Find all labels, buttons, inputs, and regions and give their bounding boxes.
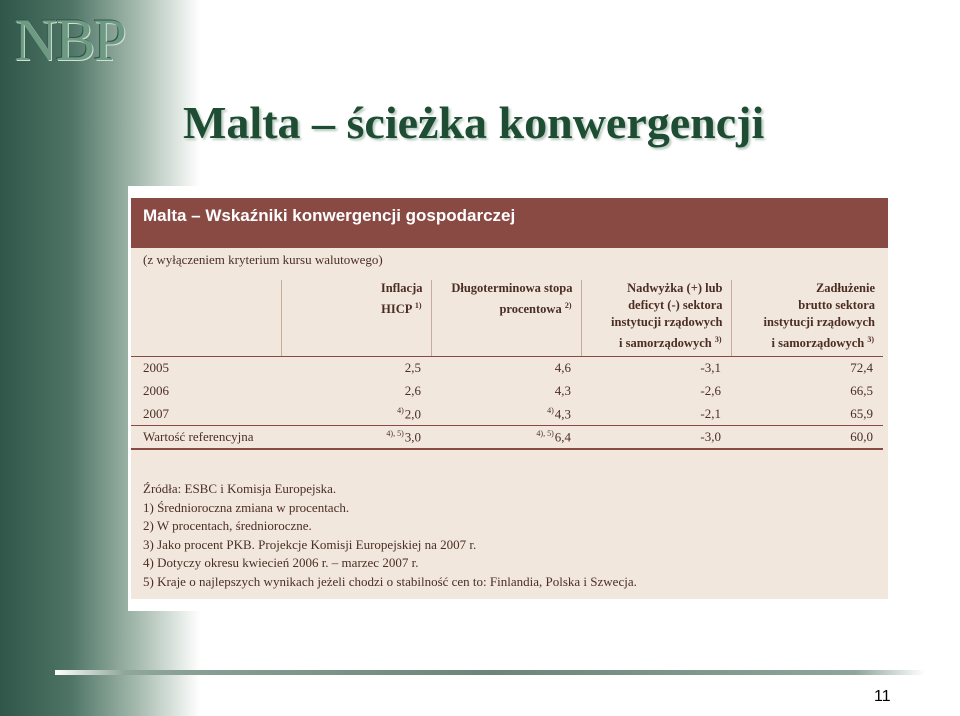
convergence-table: [131, 280, 883, 450]
table-row: 2006 2,6 4,3 -2,6 66,5: [143, 383, 873, 399]
footnote-line: 4) Dotyczy okresu kwiecień 2006 r. – marzec 2007 r.: [143, 555, 419, 570]
nbp-logo: NBP: [14, 7, 125, 73]
footnote-line: 2) W procentach, średnioroczne.: [143, 518, 312, 533]
table-image: [128, 186, 892, 611]
table-row: 2007 $^{4)}$2,0 $^{4)}$4,3 -2,1 65,9: [143, 405, 873, 422]
table-header: Malta – Wskaźniki konwergencji gospodarczej: [131, 198, 888, 248]
reference-row: Wartość referencyjna $^{4), 5)}$3,0 $^{4), 5)}$6,4 -3,0 60,0: [131, 426, 883, 449]
page-number: 11: [874, 688, 891, 705]
sources-notes: [143, 480, 637, 591]
table-subtitle: (z wyłączeniem kryterium kursu walutowego): [143, 252, 383, 267]
footer-divider: [55, 670, 925, 675]
column-header-deficit: Nadwyżka (+) lub deficyt (-) sektora instytucji rządowych i samorządowych $^{3)}$: [581, 280, 731, 357]
slide-title: Malta – ścieżka konwergencji: [183, 97, 765, 148]
convergence-table-panel: [131, 198, 888, 599]
table-head-row: [131, 280, 883, 357]
source-line: Źródła: ESBC i Komisja Europejska.: [143, 481, 337, 496]
column-header-empty: [131, 280, 281, 357]
footnote-line: 5) Kraje o najlepszych wynikach jeżeli chodzi o stabilność cen to: Finlandia, Polska i Szwecja.: [143, 573, 637, 589]
column-header-debt: Zadłużenie brutto sektora instytucji rządowych i samorządowych $^{3)}$: [731, 280, 883, 357]
column-header-rate: Długoterminowa stopa procentowa $^{2)}$: [431, 280, 581, 357]
footnote-line: 1) Średnioroczna zmiana w procentach.: [143, 499, 350, 515]
table-row: 2005 2,5 4,6 -3,1 72,4: [143, 360, 873, 376]
footnote-line: 3) Jako procent PKB. Projekcje Komisji Europejskiej na 2007 r.: [143, 536, 477, 552]
column-header-hicp: Inflacja HICP $^{1)}$: [281, 280, 431, 357]
